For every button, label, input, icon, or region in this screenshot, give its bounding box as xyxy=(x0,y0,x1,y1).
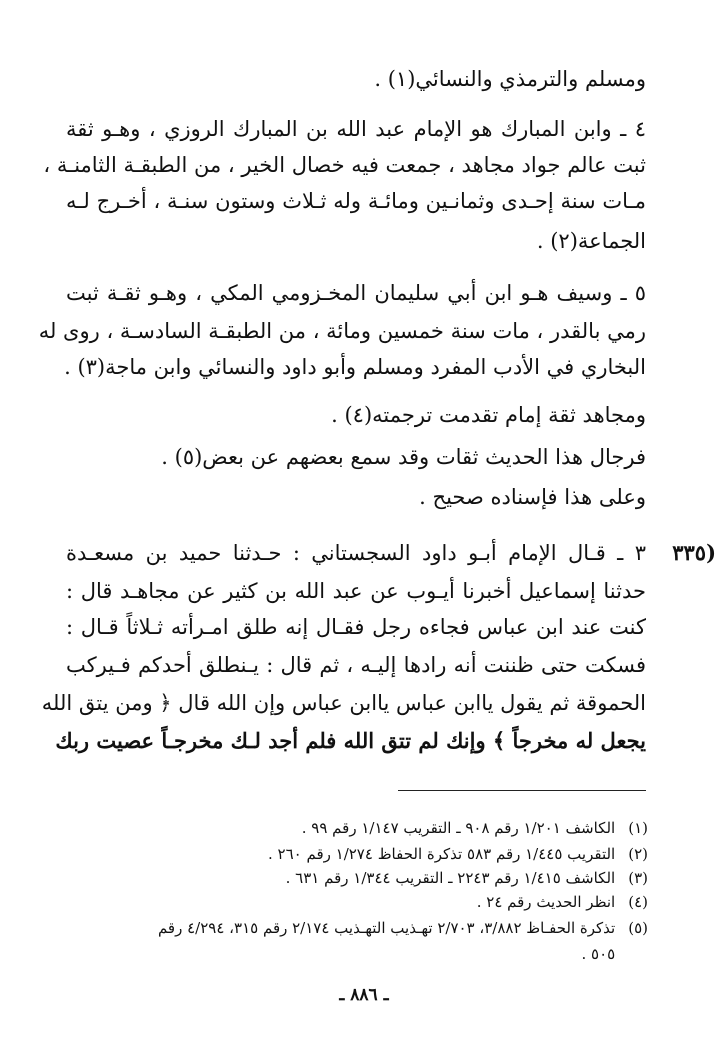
text-line-12: ٣ ـ قـال الإمام أبـو داود السجستاني : حـدثنا حميد بن مسعـدة xyxy=(66,541,646,565)
footnote-number: (١) xyxy=(628,819,648,837)
footnote-5 xyxy=(63,916,648,940)
footnote-number: (٥) xyxy=(628,919,648,937)
page-number: ـ ٨٨٦ ـ xyxy=(339,985,389,1005)
text-line-2: ٤ ـ وابن المبارك هو الإمام عبد الله بن المبارك الروزي ، وهـو ثقة xyxy=(66,117,646,141)
text-line-1: ومسلم والترمذي والنسائي(١) . xyxy=(374,67,646,91)
footnote-text: انظر الحديث رقم ٢٤ . xyxy=(476,893,616,911)
footnote-number: (٤) xyxy=(628,893,648,911)
text-line-5: الجماعة(٢) . xyxy=(536,229,646,253)
footnote-2 xyxy=(63,842,648,866)
footnote-text: الكاشف ١/٢٠١ رقم ٩٠٨ ـ التقريب ١/١٤٧ رقم ٩٩ . xyxy=(301,819,616,837)
text-line-17: يجعل له مخرجاً ﴾ وإنك لم تتق الله فلم أجد لـك مخرجـاً عصيت ربك xyxy=(55,728,646,753)
text-line-14: كنت عند ابن عباس فجاءه رجل فقـال إنه طلق امـرأته ثـلاثاً قـال : xyxy=(66,615,646,639)
footnote-number: (٢) xyxy=(628,845,648,863)
footnote-text: الكاشف ١/٤١٥ رقم ٢٢٤٣ ـ التقريب ١/٣٤٤ رقم ٦٣١ . xyxy=(285,869,616,887)
text-line-4: مـات سنة إحـدى وثمانـين ومائـة وله ثـلاث وستون سنـة ، أخـرج لـه xyxy=(66,189,646,213)
footnote-text: ٥٠٥ . xyxy=(581,945,616,963)
margin-hadith-number: (٣٣٥ xyxy=(672,540,716,565)
text-line-7: رمي بالقدر ، مات سنة خمسين ومائة ، من الطبقـة السادسـة ، روى له xyxy=(38,319,646,343)
text-line-9: ومجاهد ثقة إمام تقدمت ترجمته(٤) . xyxy=(331,403,646,427)
footnote-1 xyxy=(63,816,648,840)
footnote-5-continuation xyxy=(63,942,648,966)
footnote-number: (٣) xyxy=(628,869,648,887)
text-line-6: ٥ ـ وسيف هـو ابن أبي سليمان المخـزومي المكي ، وهـو ثقـة ثبت xyxy=(66,281,646,305)
text-line-8: البخاري في الأدب المفرد ومسلم وأبو داود والنسائي وابن ماجة(٣) . xyxy=(64,355,646,379)
footnote-4 xyxy=(63,890,648,914)
footnote-text: التقريب ١/٤٤٥ رقم ٥٨٣ تذكرة الحفاظ ١/٢٧٤ رقم ٢٦٠ . xyxy=(267,845,616,863)
text-line-11: وعلى هذا فإسناده صحيح . xyxy=(419,485,646,509)
footnote-text: تذكرة الحفـاظ ٣/٨٨٢، ٢/٧٠٣ تهـذيب التهـذيب ٢/١٧٤ رقم ٣١٥، ٤/٢٩٤ رقم xyxy=(157,919,616,937)
text-line-16: الحموقة ثم يقول ياابن عباس ياابن عباس وإن الله قال ﴿ ومن يتق الله xyxy=(41,691,646,715)
text-line-10: فرجال هذا الحديث ثقات وقد سمع بعضهم عن بعض(٥) . xyxy=(161,445,646,469)
text-line-3: ثبت عالم جواد مجاهد ، جمعت فيه خصال الخير ، من الطبقـة الثامنـة ، xyxy=(43,153,646,177)
footnote-divider xyxy=(398,790,646,791)
footnote-3 xyxy=(63,866,648,890)
text-line-15: فسكت حتى ظننت أنه رادها إليـه ، ثم قال : يـنطلق أحدكم فـيركب xyxy=(66,653,646,677)
text-line-13: حدثنا إسماعيل أخبرنا أيـوب عن عبد الله بن كثير عن مجاهـد قال : xyxy=(66,579,646,603)
